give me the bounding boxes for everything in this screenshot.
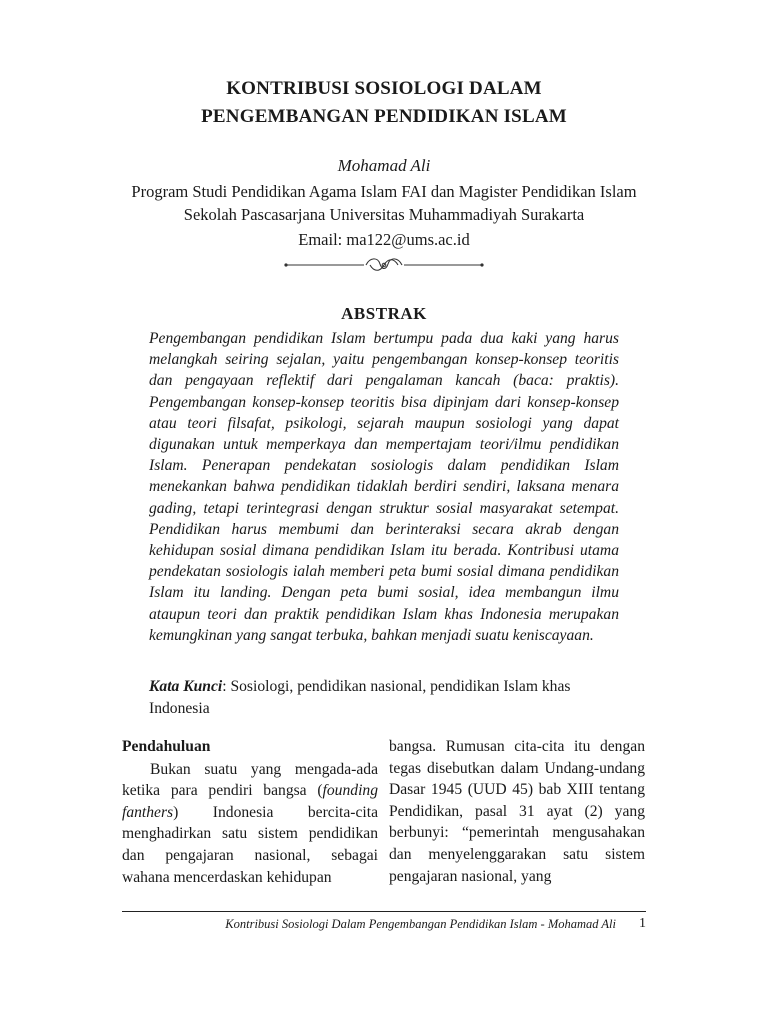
- footer-rule: [122, 911, 646, 912]
- body-paragraph-continued: bangsa. Rumusan cita-cita itu dengan tegas disebutkan dalam Undang-undang Dasar 1945 (UUD 45) bab XIII tentang Pendidikan, pasal 31 ayat (2) yang berbunyi: “pemerintah mengusahakan dan menyelenggarakan satu sistem pengajaran nasional, yang: [389, 738, 645, 885]
- body-paragraph: [122, 759, 378, 889]
- affiliation-line-1: Program Studi Pendidikan Agama Islam FAI dan Magister Pendidikan Islam: [131, 182, 637, 201]
- abstract-heading: ABSTRAK: [341, 304, 427, 323]
- body-column-left: [122, 736, 378, 888]
- author-email: Email: ma122@ums.ac.id: [298, 230, 470, 249]
- page-number: 1: [639, 916, 646, 931]
- abstract-text: Pengembangan pendidikan Islam bertumpu pada dua kaki yang harus melangkah seiring sejalan, yaitu pengembangan konsep-konsep teoritis dan pengayaan reflektif dari pengalaman kancah (baca: praktis). Pengembangan konsep-konsep teoritis bisa dipinjam dari konsep-konsep atau teori filsafat, psikologi, sejarah maupun sosiologi yang dapat digunakan untuk memperkaya dan mempertajam teori/ilmu pendidikan Islam. Penerapan pendekatan sosiologis dalam pendidikan Islam menekankan bahwa pendidikan tidaklah berdiri sendiri, laksana menara gading, tetapi terintegrasi dengan struktur sosial masyarakat setempat. Pendidikan harus membumi dan berinteraksi secara akrab dengan kehidupan sosial dimana pendidikan Islam itu berada. Kontribusi utama pendekatan sosiologis ialah memberi peta bumi sosial dimana pendidikan Islam itu landing. Dengan peta bumi sosial, idea membangun ilmu ataupun teori dan praktik pendidikan Islam khas Indonesia merupakan kemungkinan yang sangat terbuka, bahkan menjadi suatu keniscayaan.: [149, 330, 619, 644]
- keywords-text: : Sosiologi, pendidikan nasional, pendidikan Islam khas Indonesia: [149, 678, 571, 717]
- paper-title-line-1: KONTRIBUSI SOSIOLOGI DALAM: [226, 78, 542, 99]
- section-heading: Pendahuluan: [122, 738, 211, 755]
- affiliation-line-2: Sekolah Pascasarjana Universitas Muhammadiyah Surakarta: [183, 205, 585, 224]
- body-text-segment: ) Indonesia bercita-cita menghadirkan satu sistem pendidikan dan pengajaran nasional, sebagai wahana mencerdaskan kehidupan: [122, 803, 378, 886]
- body-text-segment: Bukan suatu yang mengada-ada ketika para pendiri bangsa (: [122, 760, 378, 800]
- running-footer: Kontribusi Sosiologi Dalam Pengembangan Pendidikan Islam - Mohamad Ali: [225, 917, 616, 931]
- ornamental-divider-icon: [282, 252, 486, 274]
- author-name: Mohamad Ali: [337, 156, 431, 175]
- body-text-italic: founding fanthers: [122, 782, 378, 821]
- keywords: [149, 676, 619, 719]
- keywords-label: Kata Kunci: [149, 678, 223, 695]
- body-column-right: [389, 736, 645, 887]
- paper-title-line-2: PENGEMBANGAN PENDIDIKAN ISLAM: [201, 106, 567, 127]
